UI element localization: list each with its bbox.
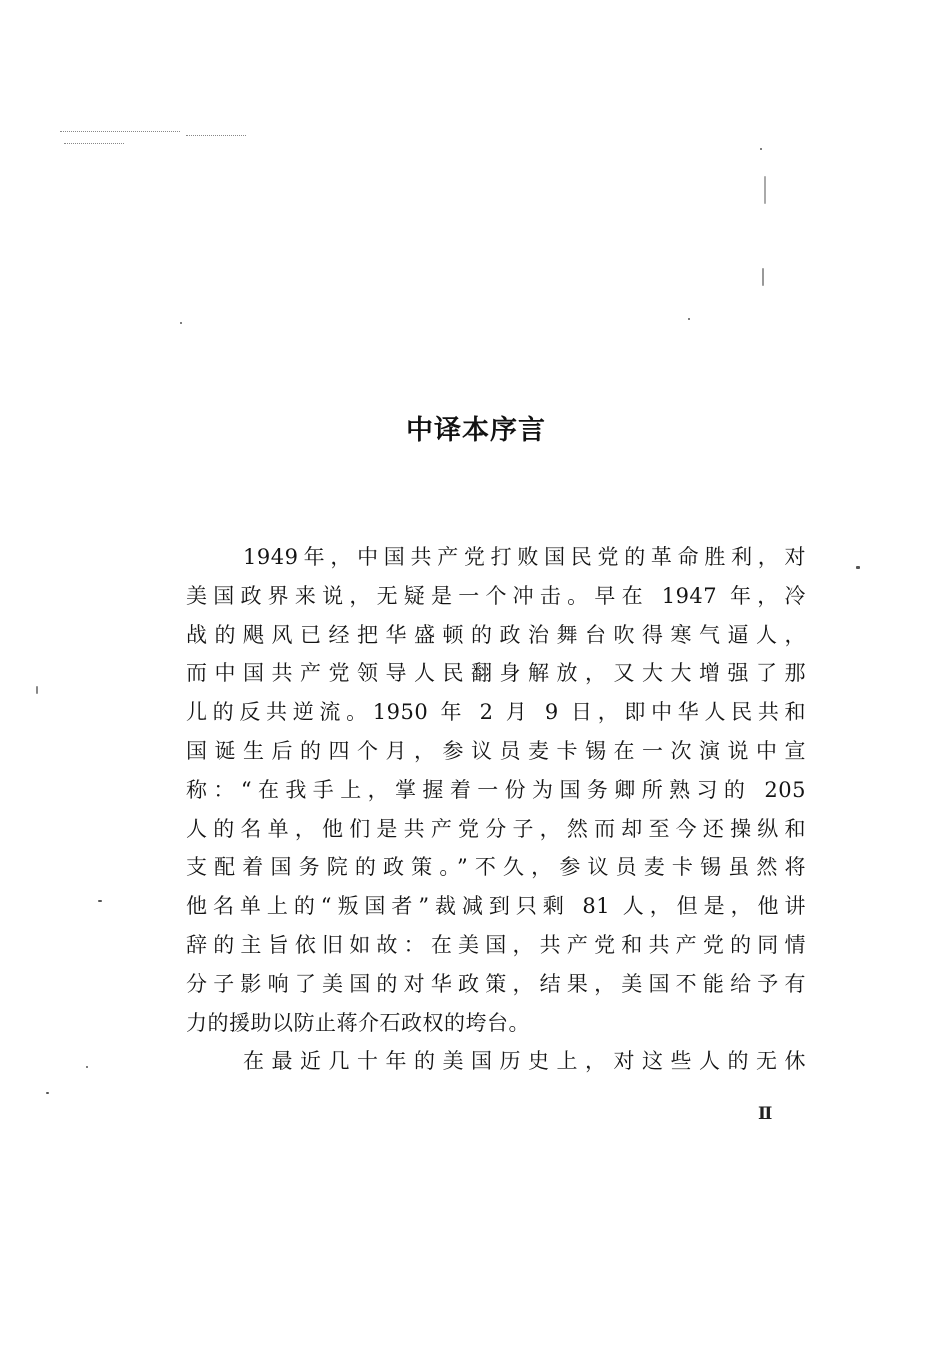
scan-artifact xyxy=(762,268,764,286)
paragraph-2 xyxy=(186,1042,806,1081)
scan-artifact xyxy=(86,1066,88,1068)
text-line: 在最近几十年的美国历史上，对这些人的无休 xyxy=(243,1049,806,1074)
page-title: 中译本序言 xyxy=(406,415,546,446)
page-number: Ⅱ xyxy=(758,1104,773,1124)
paragraph-1 xyxy=(186,538,806,1042)
text-line: 美国政界来说，无疑是一个冲击。早在 1947 年，冷 xyxy=(186,583,806,608)
text-line: 儿的反共逆流。1950 年 2 月 9 日，即中华人民共和 xyxy=(186,700,806,725)
text-line: 称：“在我手上，掌握着一份为国务卿所熟习的 205 xyxy=(186,777,806,802)
scan-artifact xyxy=(98,900,102,902)
text-line: 分子影响了美国的对华政策，结果，美国不能给予有 xyxy=(186,971,806,996)
text-line: 而中国共产党领导人民翻身解放，又大大增强了那 xyxy=(186,661,806,686)
text-line: 战的飓风已经把华盛顿的政治舞台吹得寒气逼人， xyxy=(186,622,806,647)
scan-artifact xyxy=(688,318,690,320)
scan-artifact xyxy=(186,135,246,136)
text-line: 支配着国务院的政策。”不久，参议员麦卡锡虽然将 xyxy=(186,855,806,880)
text-line: 他名单上的“叛国者”裁减到只剩 81 人，但是，他讲 xyxy=(186,894,806,919)
text-line: 人的名单，他们是共产党分子，然而却至今还操纵和 xyxy=(186,816,806,841)
scan-artifact xyxy=(856,566,860,569)
scan-artifact xyxy=(180,322,182,324)
text-line: 1949年，中国共产党打败国民党的革命胜利，对 xyxy=(243,545,806,569)
text-line: 力的援助以防止蒋介石政权的垮台。 xyxy=(186,1010,530,1035)
body-text xyxy=(186,538,806,1081)
text-line: 辞的主旨依旧如故：在美国，共产党和共产党的同情 xyxy=(186,932,806,957)
text-line: 国诞生后的四个月，参议员麦卡锡在一次演说中宣 xyxy=(186,738,806,763)
scan-artifact xyxy=(36,686,38,694)
scan-artifact xyxy=(764,176,766,204)
scan-artifact xyxy=(64,143,124,144)
scan-artifact xyxy=(46,1092,49,1094)
scan-artifact xyxy=(760,148,762,150)
scan-artifact xyxy=(60,131,180,132)
